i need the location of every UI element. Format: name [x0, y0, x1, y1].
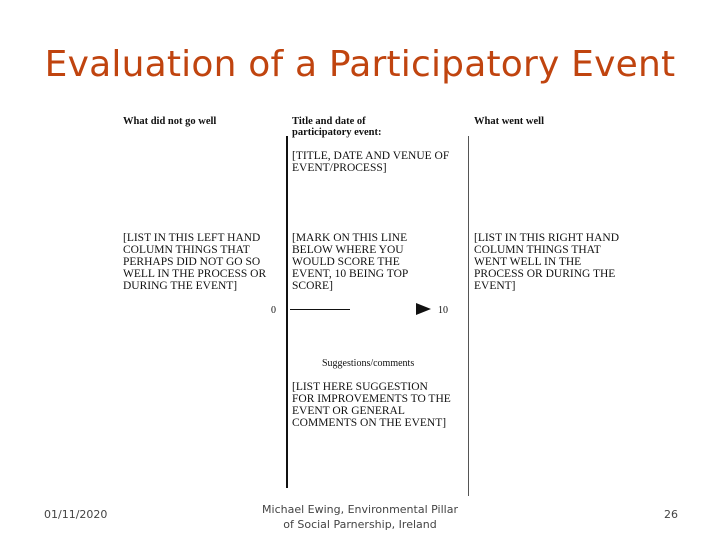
slide-title: Evaluation of a Participatory Event — [44, 44, 676, 85]
center-divider-line — [286, 136, 288, 488]
suggestions-block: [LIST HERE SUGGESTION FOR IMPROVEMENTS TO THE EVENT OR GENERAL COMMENTS ON THE EVENT] — [292, 381, 451, 429]
right-divider-line — [468, 136, 469, 496]
center-title-block: [TITLE, DATE AND VENUE OF EVENT/PROCESS] — [292, 150, 450, 174]
left-column-block: [LIST IN THIS LEFT HAND COLUMN THINGS THAT PERHAPS DID NOT GO SO WELL IN THE PROCESS OR DURING THE EVENT] — [123, 232, 267, 292]
suggestions-header: Suggestions/comments — [322, 358, 415, 369]
scale-max-label: 10 — [438, 305, 448, 316]
scale-arrow-icon — [414, 302, 432, 316]
footer-author: Michael Ewing, Environmental Pillar of Social Parnership, Ireland — [262, 503, 458, 531]
footer-page-number: 26 — [664, 508, 678, 521]
scale-min-label: 0 — [271, 305, 276, 316]
right-column-block: [LIST IN THIS RIGHT HAND COLUMN THINGS THAT WENT WELL IN THE PROCESS OR DURING THE EVENT] — [474, 232, 620, 292]
footer-date: 01/11/2020 — [44, 508, 108, 521]
center-mark-block: [MARK ON THIS LINE BELOW WHERE YOU WOULD SCORE THE EVENT, 10 BEING TOP SCORE] — [292, 232, 408, 292]
center-column-header: Title and date of participatory event: — [292, 116, 382, 138]
right-column-header: What went well — [474, 116, 544, 127]
left-column-header: What did not go well — [123, 116, 217, 127]
score-scale-line — [290, 309, 350, 310]
